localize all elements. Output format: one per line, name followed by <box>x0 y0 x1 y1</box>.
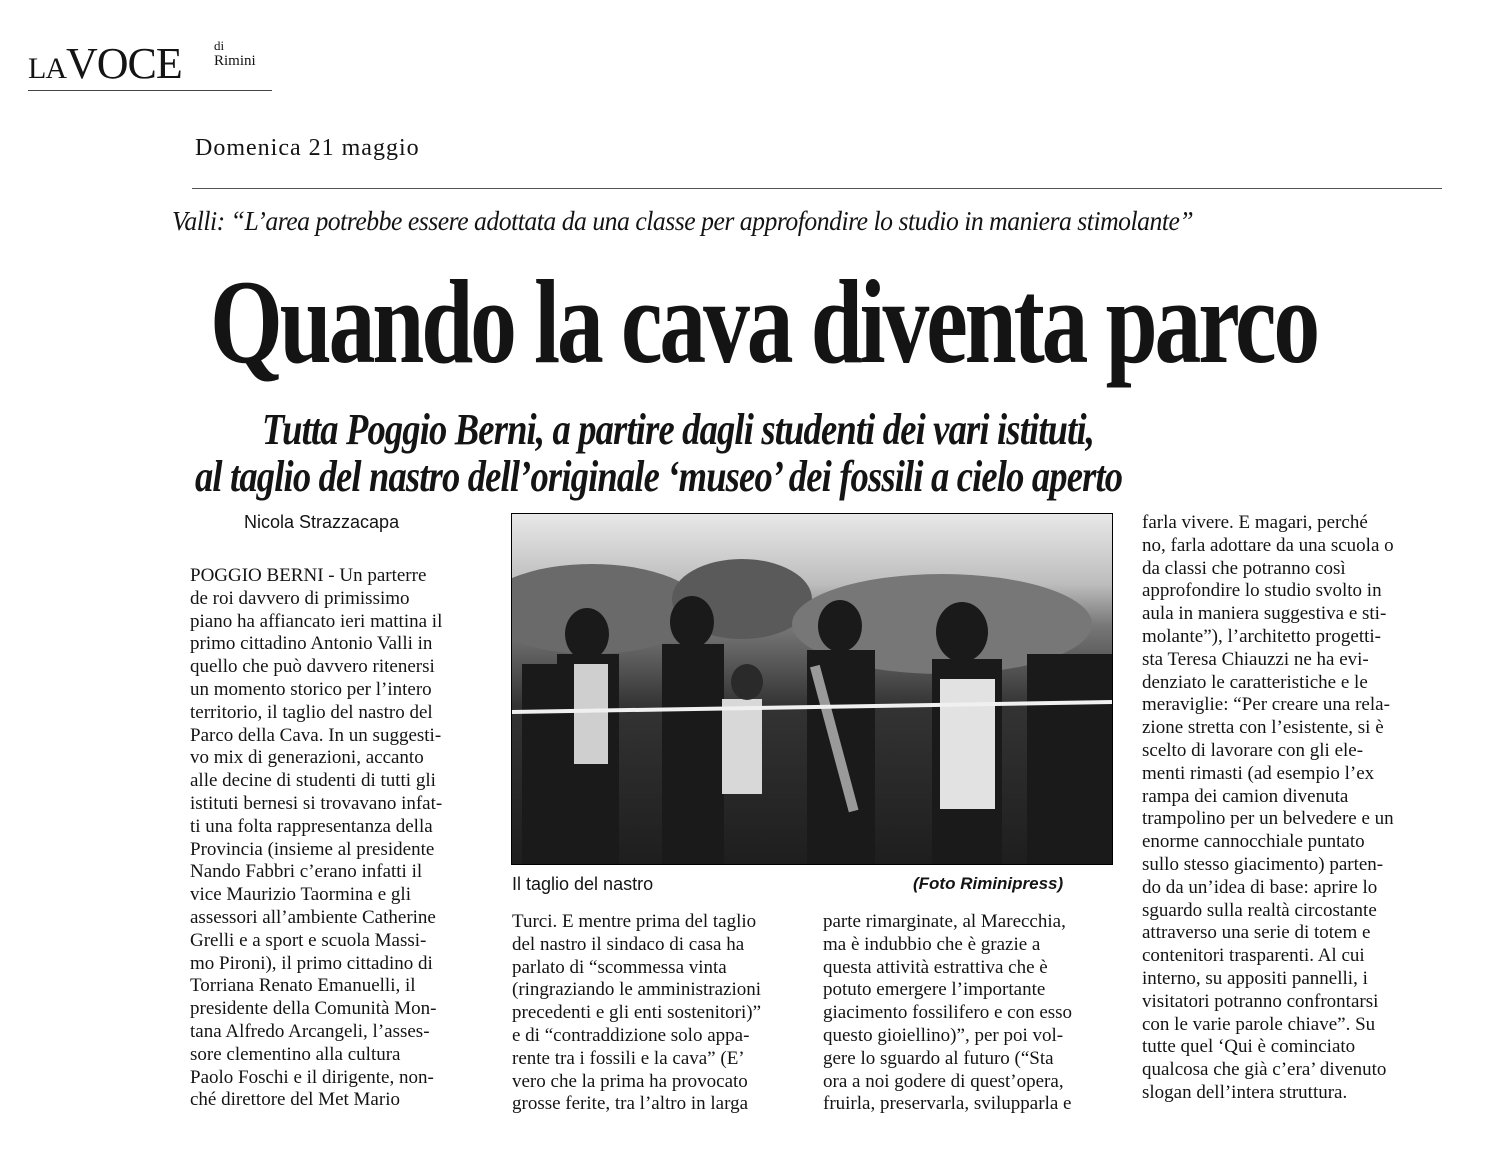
article-line: piano ha affiancato ieri mattina il <box>190 610 443 632</box>
article-line: sore clementino alla cultura <box>190 1043 401 1065</box>
masthead-di: di <box>214 38 225 53</box>
article-line: Paolo Foschi e il dirigente, non- <box>190 1066 434 1088</box>
subhead-line-2: al taglio del nastro dell’originale ‘museo’ dei fossili a cielo aperto <box>195 452 1123 501</box>
article-line: sullo stesso giacimento) parten- <box>1142 853 1384 875</box>
photo-credit: (Foto Riminipress) <box>913 874 1064 893</box>
article-line: aula in maniera suggestiva e sti- <box>1142 603 1387 625</box>
article-line: menti rimasti (ad esempio l’ex <box>1142 762 1375 784</box>
subhead-line-1: Tutta Poggio Berni, a partire dagli studenti dei vari istituti, <box>262 405 1095 454</box>
article-line: presidente della Comunità Mon- <box>190 998 437 1020</box>
article-line: scelto di lavorare con gli ele- <box>1142 739 1364 761</box>
article-column-4 <box>1142 512 1430 1105</box>
article-line: giacimento fossilifero e con esso <box>823 1002 1073 1024</box>
article-line: POGGIO BERNI - Un parterre <box>190 565 427 586</box>
dateline-rule <box>192 188 1442 189</box>
article-line: potuto emergere l’importante <box>823 979 1046 1001</box>
article-line: rente tra i fossili e la cava” (E’ <box>512 1047 745 1069</box>
article-line: quello che può davvero ritenersi <box>190 656 435 678</box>
article-line: sta Teresa Chiauzzi ne ha evi- <box>1142 648 1369 670</box>
article-line: fruirla, preservarla, svilupparla e <box>823 1093 1072 1115</box>
article-line: denziato le caratteristiche e le <box>1142 671 1368 693</box>
dateline: Domenica 21 maggio <box>195 135 420 161</box>
article-line: da classi che potranno così <box>1142 557 1346 579</box>
article-line: do da un’idea di base: aprire lo <box>1142 876 1378 898</box>
article-line: vice Maurizio Taormina e gli <box>190 884 411 906</box>
article-line: tana Alfredo Arcangeli, l’asses- <box>190 1020 430 1042</box>
article-line: visitatori potranno confrontarsi <box>1142 990 1379 1012</box>
article-line: slogan dell’intera struttura. <box>1142 1081 1348 1103</box>
article-line: ché direttore del Met Mario <box>190 1089 400 1111</box>
masthead-rule <box>28 90 272 91</box>
article-line: precedenti e gli enti sostenitori)” <box>512 1002 762 1024</box>
article-line: Nando Fabbri c’erano infatti il <box>190 861 423 883</box>
article-line: zione stretta con l’esistente, si è <box>1142 717 1384 739</box>
article-line: Torriana Renato Emanuelli, il <box>190 975 416 997</box>
article-line: parlato di “scommessa vinta <box>512 956 727 978</box>
article-line: ti una folta rappresentanza della <box>190 815 433 837</box>
article-line: Provincia (insieme al presidente <box>190 838 435 860</box>
article-line: no, farla adottare da una scuola o <box>1142 534 1394 556</box>
article-line: parte rimarginate, al Marecchia, <box>823 911 1066 932</box>
article-line: ma è indubbio che è grazie a <box>823 933 1041 955</box>
article-line: Turci. E mentre prima del taglio <box>512 911 757 932</box>
article-line: trampolino per un belvedere e un <box>1142 808 1394 830</box>
article-line: farla vivere. E magari, perché <box>1142 512 1368 533</box>
article-line: alle decine di studenti di tutti gli <box>190 770 436 792</box>
article-line: un momento storico per l’intero <box>190 678 432 700</box>
article-line: attraverso una serie di totem e <box>1142 922 1371 944</box>
article-line: qualcosa che già c’era’ divenuto <box>1142 1059 1387 1081</box>
article-line: rampa dei camion divenuta <box>1142 785 1349 807</box>
article-line: questa attività estrattiva che è <box>823 956 1048 978</box>
article-line: contenitori trasparenti. Al cui <box>1142 945 1365 967</box>
article-line: vero che la prima ha provocato <box>512 1070 748 1092</box>
masthead-city: Rimini <box>214 53 256 69</box>
article-column-2 <box>512 911 792 1116</box>
article-line: sguardo sulla realtà circostante <box>1142 899 1377 921</box>
article-line: interno, su appositi pannelli, i <box>1142 967 1368 989</box>
article-column-3 <box>823 911 1108 1116</box>
article-photo <box>511 513 1113 865</box>
article-line: molante”), l’architetto progetti- <box>1142 625 1381 647</box>
article-line: Parco della Cava. In un suggesti- <box>190 724 442 746</box>
article-line: tutte quel ‘Qui è cominciato <box>1142 1036 1356 1058</box>
article-column-1 <box>190 565 476 1112</box>
photo-caption: Il taglio del nastro <box>512 874 654 894</box>
article-line: istituti bernesi si trovavano infat- <box>190 792 443 814</box>
article-line: grosse ferite, tra l’altro in larga <box>512 1093 748 1115</box>
article-line: approfondire lo studio svolto in <box>1142 580 1382 602</box>
article-line: Grelli e a sport e scuola Massi- <box>190 929 427 951</box>
article-line: del nastro il sindaco di casa ha <box>512 933 745 955</box>
masthead-la: LA <box>28 52 66 85</box>
photo-scene <box>512 514 1112 864</box>
kicker: Valli: “L’area potrebbe essere adottata da una classe per approfondire lo studio in maniera stimolante” <box>172 206 1194 236</box>
byline: Nicola Strazzacapa <box>244 512 400 532</box>
article-line: questo gioiellino)”, per poi vol- <box>823 1024 1064 1046</box>
article-line: (ringraziando le amministrazioni <box>512 979 762 1001</box>
article-line: de roi davvero di primissimo <box>190 587 410 609</box>
article-line: ora a noi godere di quest’opera, <box>823 1070 1064 1092</box>
article-line: gere lo sguardo al futuro (“Sta <box>823 1047 1054 1069</box>
article-line: e di “contraddizione solo appa- <box>512 1024 750 1046</box>
article-line: con le varie parole chiave”. Su <box>1142 1013 1376 1035</box>
masthead-logo <box>28 38 278 94</box>
article-line: territorio, il taglio del nastro del <box>190 701 433 723</box>
article-line: meraviglie: “Per creare una rela- <box>1142 694 1390 716</box>
masthead-voce: VOCE <box>66 39 182 88</box>
article-line: mo Pironi), il primo cittadino di <box>190 952 433 974</box>
article-line: primo cittadino Antonio Valli in <box>190 633 433 655</box>
article-line: vo mix di generazioni, accanto <box>190 747 424 769</box>
article-line: assessori all’ambiente Catherine <box>190 906 436 928</box>
article-line: enorme cannocchiale puntato <box>1142 831 1365 853</box>
headline: Quando la cava diventa parco <box>210 255 1318 388</box>
